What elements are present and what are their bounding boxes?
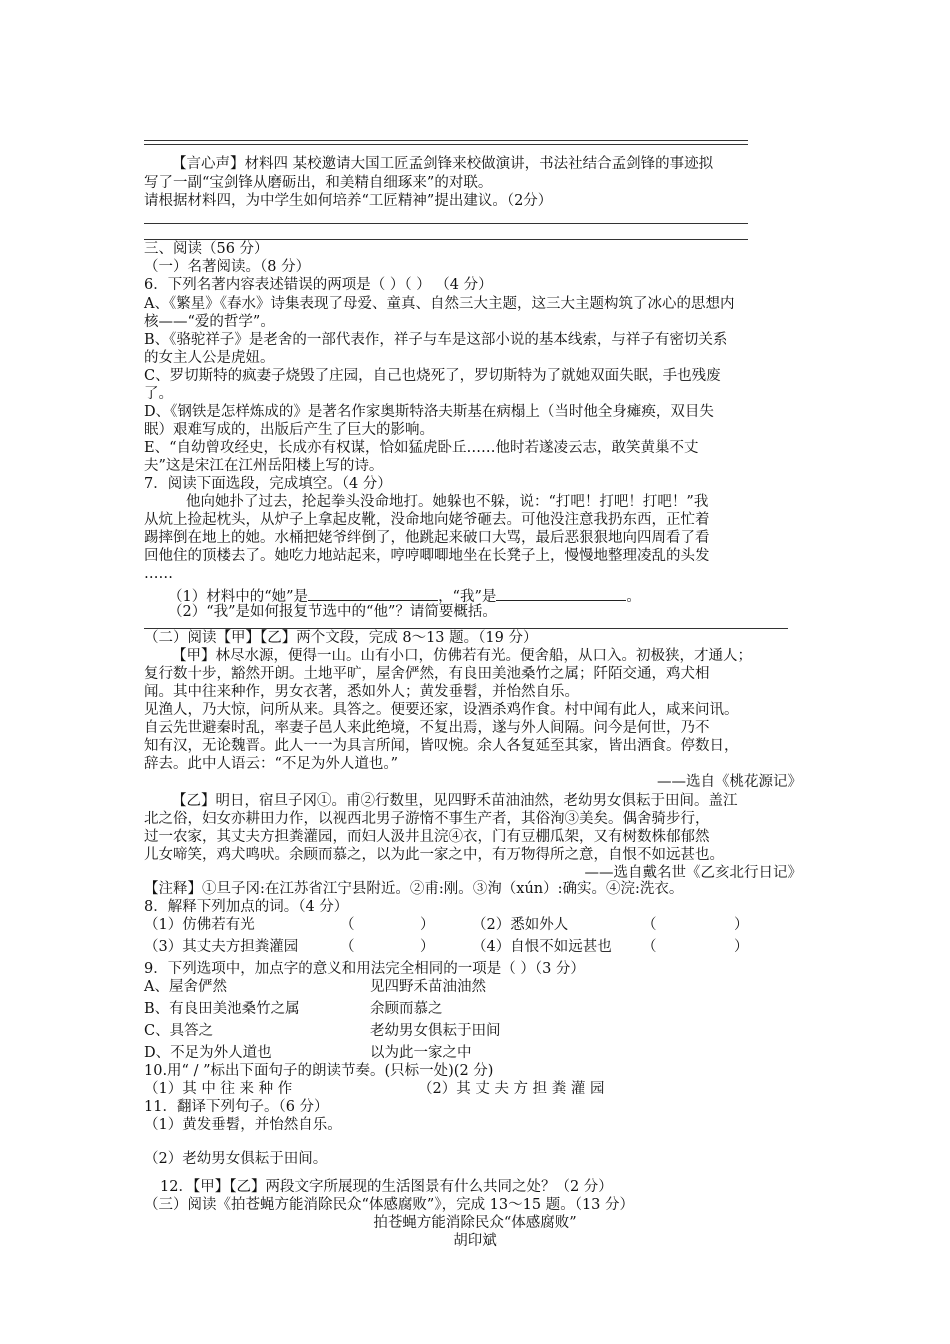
answer-paren-open: （ — [340, 917, 355, 933]
answer-blank[interactable] — [308, 586, 438, 601]
answer-paren-open: （ — [340, 939, 355, 955]
subsection-heading: （一）名著阅读。（8 分） — [144, 259, 311, 275]
answer-line — [144, 140, 748, 141]
question-8: 8．解释下列加点的词。（4 分） — [144, 899, 349, 915]
q9-option-c-left: C、具答之 — [144, 1023, 214, 1039]
q8-item-3: （3）其丈夫方担粪灌园 — [144, 939, 299, 955]
question-7: 7．阅读下面选段，完成填空。（4 分） — [144, 476, 392, 492]
passage-yi-line: 过一农家，其丈夫方担粪灌园，而妇人汲井且浣④衣，门有豆棚瓜架，又有树数株郁郁然 — [144, 829, 710, 845]
question-12: 12．【甲】【乙】两段文字所展现的生活图景有什么共同之处？（2 分） — [160, 1179, 613, 1195]
answer-line — [144, 628, 788, 629]
answer-line — [144, 144, 748, 145]
q7-passage-line: 回他住的顶楼去了。她吃力地站起来，哼哼唧唧地坐在长凳子上，慢慢地整理凌乱的头发 — [144, 548, 710, 564]
answer-blank[interactable] — [496, 586, 626, 601]
q6-option-e: E、“自幼曾攻经史，长成亦有权谋，恰如猛虎卧丘……他时若遂凌云志，敢笑黄巢不丈 — [144, 440, 699, 456]
material-four-line1: 【言心声】材料四 某校邀请大国工匠孟剑锋来校做演讲，书法社结合孟剑锋的事迹拟 — [172, 156, 714, 172]
q9-option-b-right: 余顾而慕之 — [370, 1001, 443, 1017]
subsection-heading: （二）阅读【甲】【乙】两个文段，完成 8～13 题。（19 分） — [144, 630, 538, 646]
q9-option-a-left: A、屋舍俨然 — [144, 979, 227, 995]
q9-option-d-right: 以为此一家之中 — [370, 1045, 472, 1061]
q7-sub1-end: 。 — [626, 589, 641, 605]
q6-option-b-cont: 的女主人公是虎妞。 — [144, 350, 275, 366]
q7-passage-line: 从炕上捡起枕头，从炉子上拿起皮靴，没命地向姥爷砸去。可他没注意我扔东西，正忙着 — [144, 512, 710, 528]
q10-item-1: （1）其 中 往 来 种 作 — [144, 1081, 293, 1097]
answer-paren-close: ） — [420, 917, 435, 933]
q11-item-1: （1）黄发垂髫，并怡然自乐。 — [144, 1117, 342, 1133]
answer-paren-close: ） — [734, 917, 749, 933]
q7-sub1-prefix: （1）材料中的“她”是 — [168, 589, 309, 605]
q7-sub1 — [168, 586, 641, 606]
question-10: 10.用“ / ”标出下面句子的朗读节奏。(只标一处)(2 分) — [144, 1063, 494, 1079]
passage-jia-line: 自云先世避秦时乱，率妻子邑人来此绝境，不复出焉，遂与外人间隔。问今是何世，乃不 — [144, 720, 710, 736]
q6-option-c: C、罗切斯特的疯妻子烧毁了庄园，自己也烧死了，罗切斯特为了就她双面失眠，手也残废 — [144, 368, 721, 384]
question-11: 11．翻译下列句子。（6 分） — [144, 1099, 329, 1115]
q6-option-e-cont: 夫”这是宋江在江州岳阳楼上写的诗。 — [144, 458, 384, 474]
passage-yi-line: 儿女啼笑，鸡犬鸣吠。余顾而慕之，以为此一家之中，有万物得所之意，自恨不如远甚也。 — [144, 847, 724, 863]
material-four-line2: 写了一副“宝剑锋从磨砺出，和美精自细琢来”的对联。 — [144, 175, 493, 191]
passage-jia-line: 复行数十步，豁然开朗。土地平旷，屋舍俨然，有良田美池桑竹之属；阡陌交通，鸡犬相 — [144, 666, 710, 682]
passage-yi-line: 【乙】明日，宿旦子冈①。甫②行数里，见四野禾苗油油然，老幼男女俱耘于田间。盖江 — [172, 793, 738, 809]
q7-passage-line: …… — [144, 566, 173, 582]
q7-passage-line: 他向她扑了过去，抡起拳头没命地打。她躲也不躲，说：“打吧！打吧！打吧！”我 — [186, 494, 709, 510]
article-title: 拍苍蝇方能消除民众“体感腐败” — [373, 1215, 577, 1231]
section-heading: 三、阅读（56 分） — [144, 241, 269, 257]
q8-item-2: （2）悉如外人 — [472, 917, 569, 933]
q9-option-a-right: 见四野禾苗油油然 — [370, 979, 486, 995]
q8-item-1: （1）仿佛若有光 — [144, 917, 255, 933]
passage-jia-line: 见渔人，乃大惊，问所从来。具答之。便要还家，设酒杀鸡作食。村中闻有此人，咸来问讯。 — [144, 702, 739, 718]
answer-paren-open: （ — [642, 939, 657, 955]
subsection-heading: （三）阅读《拍苍蝇方能消除民众“体感腐败”》，完成 13～15 题。（13 分） — [144, 1197, 635, 1213]
q7-sub1-mid: ，“我”是 — [438, 589, 497, 605]
answer-line — [144, 239, 748, 240]
passage-jia-line: 闻。其中往来种作，男女衣著，悉如外人；黄发垂髫，并怡然自乐。 — [144, 684, 579, 700]
q6-option-c-cont: 了。 — [144, 386, 173, 402]
q10-item-2: （2）其 丈 夫 方 担 粪 灌 园 — [418, 1081, 605, 1097]
q9-option-b-left: B、有良田美池桑竹之属 — [144, 1001, 300, 1017]
q9-option-d-left: D、不足为外人道也 — [144, 1045, 272, 1061]
q9-option-c-right: 老幼男女俱耘于田间 — [370, 1023, 501, 1039]
passage-yi-line: 北之俗，妇女亦耕田力作，以视西北男子游惰不事生产者，其俗洵③美矣。偶舍骑步行， — [144, 811, 710, 827]
question-6: 6．下列名著内容表述错误的两项是（ ）（ ） （4 分） — [144, 277, 493, 293]
q6-option-b: B、《骆驼祥子》是老舍的一部代表作，祥子与车是这部小说的基本线索，与祥子有密切关系 — [144, 332, 728, 348]
question-9: 9．下列选项中，加点字的意义和用法完全相同的一项是（ ）（3 分） — [144, 961, 585, 977]
answer-paren-close: ） — [420, 939, 435, 955]
q11-item-2: （2）老幼男女俱耘于田间。 — [144, 1151, 328, 1167]
material-four-question: 请根据材料四，为中学生如何培养“工匠精神”提出建议。（2分） — [144, 193, 553, 209]
article-author: 胡印斌 — [453, 1233, 497, 1249]
q6-option-a: A、《繁星》《春水》诗集表现了母爱、童真、自然三大主题，这三大主题构筑了冰心的思想内 — [144, 296, 735, 312]
q6-option-d-cont: 眠）艰难写成的，出版后产生了巨大的影响。 — [144, 422, 434, 438]
answer-line — [144, 223, 748, 224]
q7-passage-line: 踢摔倒在地上的她。水桶把姥爷绊倒了，他跳起来破口大骂，最后恶狠狠地向四周看了看 — [144, 530, 710, 546]
passage-jia-line: 【甲】林尽水源，便得一山。山有小口，仿佛若有光。便舍船，从口入。初极狭，才通人； — [172, 648, 752, 664]
passage-jia-line: 辞去。此中人语云：“不足为外人道也。” — [144, 756, 399, 772]
q6-option-a-cont: 核——“爱的哲学”。 — [144, 314, 275, 330]
passage-jia-line: 知有汉，无论魏晋。此人一一为具言所闻，皆叹惋。余人各复延至其家，皆出酒食。停数日， — [144, 738, 739, 754]
passage-jia-source: ——选自《桃花源记》 — [657, 774, 802, 790]
q7-sub2: （2）“我”是如何报复节选中的“他”？请简要概括。 — [168, 604, 497, 620]
annotation-note: 【注释】①旦子冈:在江苏省江宁县附近。②甫:刚。③洵（xún）:确实。④浣:洗衣。 — [144, 881, 684, 897]
q8-item-4: （4）自恨不如远甚也 — [472, 939, 612, 955]
q6-option-d: D、《钢铁是怎样炼成的》是著名作家奥斯特洛夫斯基在病榻上（当时他全身瘫痪，双目失 — [144, 404, 714, 420]
answer-paren-open: （ — [642, 917, 657, 933]
answer-paren-close: ） — [734, 939, 749, 955]
passage-yi-source: ——选自戴名世《乙亥北行日记》 — [584, 865, 802, 881]
